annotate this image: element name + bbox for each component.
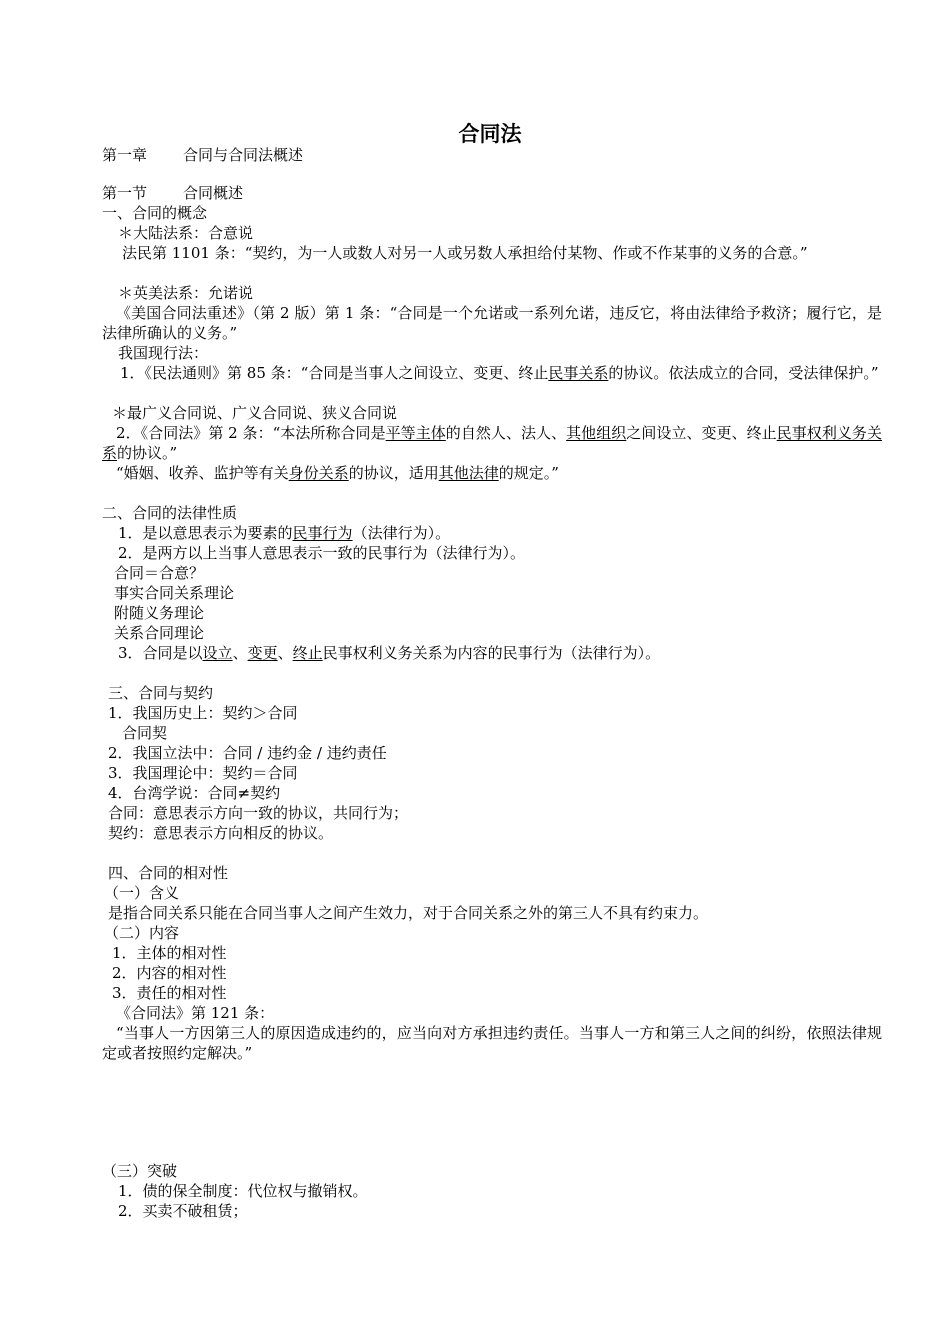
contract-law-paragraph: 2．《合同法》第 2 条：“本法所称合同是平等主体的自然人、法人、其他组织之间设立、变更、终止民事权利义务关系的协议。” — [102, 424, 882, 462]
content-subheading: （二）内容 — [104, 924, 180, 942]
french-code-paragraph: 法民第 1101 条：“契约，为一人或数人对另一人或另数人承担给付某物、作或不作某事的义务的合意。” — [122, 244, 808, 262]
contract-covenant-4: 4．台湾学说：合同≠契约 — [108, 784, 281, 802]
content-item-3: 3．责任的相对性 — [112, 984, 227, 1002]
meaning-text: 是指合同关系只能在合同当事人之间产生效力，对于合同关系之外的第三人不具有约束力。 — [108, 904, 709, 922]
content-item-1: 1．主体的相对性 — [112, 944, 227, 962]
breakthrough-item-1: 1．债的保全制度：代位权与撤销权。 — [118, 1182, 368, 1200]
document-title: 合同法 — [458, 122, 522, 146]
anglo-law-line: ＊英美法系：允诺说 — [118, 284, 254, 302]
chapter-heading: 第一章 合同与合同法概述 — [102, 146, 304, 164]
breakthrough-item-2: 2．买卖不破租赁； — [118, 1202, 248, 1220]
contract-covenant-1: 1．我国历史上：契约＞合同 — [108, 704, 298, 722]
contract-definition: 合同：意思表示方向一致的协议，共同行为； — [108, 804, 409, 822]
article-121-text: “当事人一方因第三人的原因造成违约的，应当向对方承担违约责任。当事人一方和第三人之间的纠纷，依照法律规定或者按照约定解决。” — [102, 1024, 882, 1062]
nature-item-1: 1．是以意思表示为要素的民事行为（法律行为）。 — [118, 524, 451, 542]
civil-code-paragraph: 1．《民法通则》第 85 条：“合同是当事人之间设立、变更、终止民事关系的协议。依法成立的合同，受法律保护。” — [120, 364, 879, 382]
article-121-label: 《合同法》第 121 条： — [116, 1004, 275, 1022]
content-item-2: 2．内容的相对性 — [112, 964, 227, 982]
meaning-subheading: （一）含义 — [104, 884, 180, 902]
continental-law-line: ＊大陆法系：合意说 — [118, 224, 254, 242]
marriage-line: “婚姻、收养、监护等有关身份关系的协议，适用其他法律的规定。” — [116, 464, 559, 482]
theory-2: 附随义务理论 — [114, 604, 205, 622]
theory-3: 关系合同理论 — [114, 624, 205, 642]
nature-item-3: 3．合同是以设立、变更、终止民事权利义务关系为内容的民事行为（法律行为）。 — [118, 644, 661, 662]
breakthrough-subheading: （三）突破 — [102, 1162, 178, 1180]
theory-1: 事实合同关系理论 — [114, 584, 235, 602]
part4-heading: 四、合同的相对性 — [108, 864, 229, 882]
contract-covenant-1b: 合同契 — [122, 724, 168, 742]
broadness-line: ＊最广义合同说、广义合同说、狭义合同说 — [112, 404, 398, 422]
contract-covenant-3: 3．我国理论中：契约＝合同 — [108, 764, 298, 782]
part1-heading: 一、合同的概念 — [102, 204, 208, 222]
section-heading: 第一节 合同概述 — [102, 184, 244, 202]
covenant-definition: 契约：意思表示方向相反的协议。 — [108, 824, 334, 842]
current-law-label: 我国现行法： — [118, 344, 209, 362]
nature-question: 合同＝合意？ — [114, 564, 205, 582]
restatement-paragraph: 《美国合同法重述》（第 2 版）第 1 条：“合同是一个允诺或一系列允诺，违反它，将由法律给予救济；履行它，是法律所确认的义务。” — [102, 304, 882, 342]
contract-covenant-2: 2．我国立法中：合同 / 违约金 / 违约责任 — [108, 744, 387, 762]
nature-item-2: 2．是两方以上当事人意思表示一致的民事行为（法律行为）。 — [118, 544, 526, 562]
part3-heading: 三、合同与契约 — [108, 684, 214, 702]
part2-heading: 二、合同的法律性质 — [102, 504, 238, 522]
